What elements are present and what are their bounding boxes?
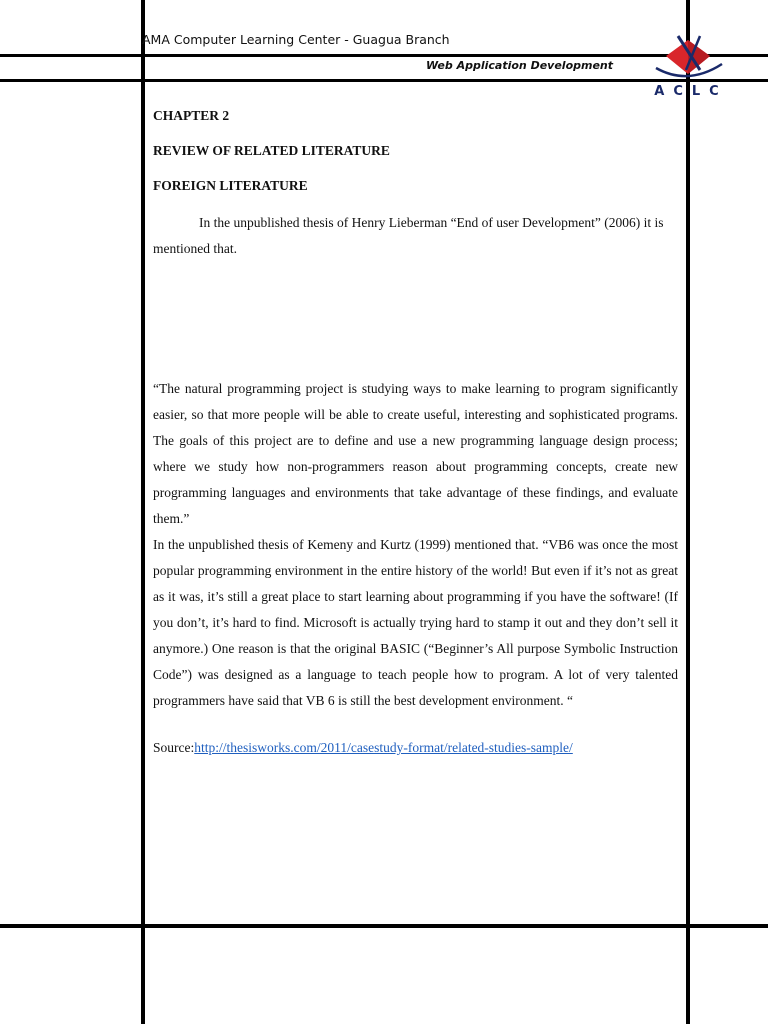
- body-paragraph: In the unpublished thesis of Kemeny and Kurtz (1999) mentioned that. “VB6 was once the most popular programming environment in the entire history of the world! But even if it’s not as great as it was, it’s still a great place to start learning about programming if you have the software! (If you don’t, it’s hard to find. Microsoft is actually trying hard to stamp it out and they don’t sell it anymore.) One reason is that the original BASIC (“Beginner’s All purpose Symbolic Instruction Code”) was designed as a language to teach people how to program. A lot of very talented programmers have said that VB 6 is still the best development environment. “: [153, 537, 678, 708]
- quote-paragraph: “The natural programming project is studying ways to make learning to program significantly easier, so that more people will be able to create useful, interesting and sophisticated programs. The goals of this project are to define and use a new programming language design process; where we study how non-programmers reason about programming concepts, create new programming languages and environments that take advantage of these findings, and evaluate them.”: [153, 381, 678, 526]
- section-heading: FOREIGN LITERATURE: [153, 178, 308, 193]
- header-organization: AMA Computer Learning Center - Guagua Branch: [142, 32, 450, 47]
- aclc-logo: [648, 34, 734, 102]
- source-citation: [153, 740, 573, 756]
- source-link[interactable]: http://thesisworks.com/2011/casestudy-format/related-studies-sample/: [194, 740, 573, 755]
- header-course-title: Web Application Development: [426, 59, 614, 72]
- logo-text: ACLC: [654, 84, 728, 99]
- footer-rule: [0, 924, 768, 928]
- intro-paragraph: In the unpublished thesis of Henry Lieberman “End of user Development” (2006) it is mentioned that.: [153, 215, 664, 256]
- right-border-rule: [686, 0, 690, 1024]
- left-border-rule: [141, 0, 145, 1024]
- source-label: Source:: [153, 740, 195, 755]
- chapter-number: CHAPTER 2: [153, 108, 230, 123]
- logo-emblem-icon: [648, 34, 734, 86]
- chapter-title: REVIEW OF RELATED LITERATURE: [153, 143, 390, 158]
